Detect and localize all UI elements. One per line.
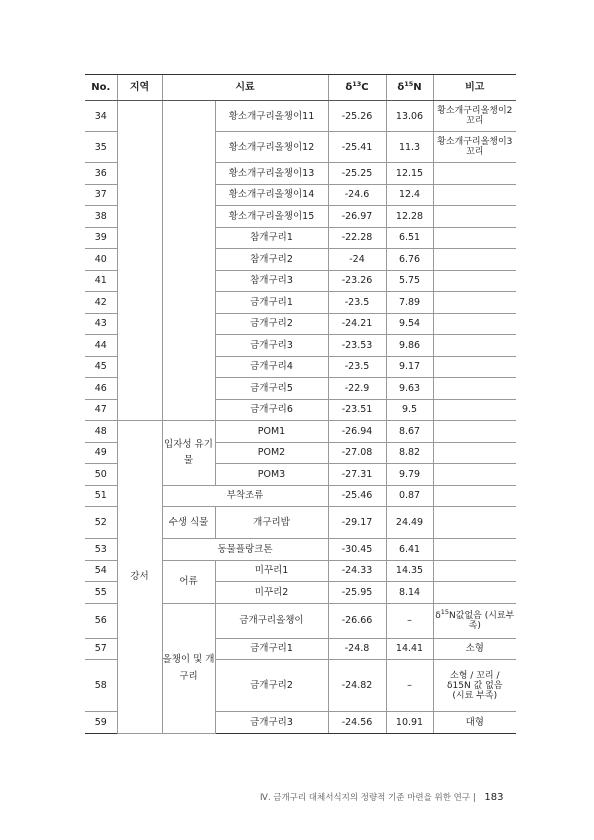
cell-sample: 금개구리3 bbox=[215, 335, 328, 357]
page-number: 183 bbox=[484, 792, 504, 803]
cell-d13c: -23.53 bbox=[328, 335, 386, 357]
cell-remark bbox=[433, 184, 516, 206]
cell-d13c: -23.5 bbox=[328, 356, 386, 378]
cell-remark bbox=[433, 270, 516, 292]
cell-d13c: -24 bbox=[328, 249, 386, 271]
cell-sample: 미꾸리2 bbox=[215, 582, 328, 604]
page-footer bbox=[260, 791, 503, 803]
cell-sample: 동물플랑크톤 bbox=[162, 539, 328, 561]
cell-remark bbox=[433, 560, 516, 582]
cell-region: 강서 bbox=[117, 421, 162, 734]
cell-remark bbox=[433, 539, 516, 561]
cell-d13c: -26.97 bbox=[328, 206, 386, 228]
cell-d15n: 9.79 bbox=[386, 464, 433, 486]
cell-d13c: -24.21 bbox=[328, 313, 386, 335]
cell-no: 41 bbox=[85, 270, 117, 292]
cell-sample: 참개구리1 bbox=[215, 227, 328, 249]
cell-d13c: -24.82 bbox=[328, 660, 386, 712]
cell-remark bbox=[433, 163, 516, 185]
cell-d15n: 0.87 bbox=[386, 485, 433, 507]
cell-d15n: 8.14 bbox=[386, 582, 433, 604]
cell-remark: 소형 bbox=[433, 638, 516, 660]
cell-d15n: 13.06 bbox=[386, 101, 433, 132]
cell-d15n: 8.67 bbox=[386, 421, 433, 443]
cell-no: 43 bbox=[85, 313, 117, 335]
cell-d15n: 9.63 bbox=[386, 378, 433, 400]
cell-d15n: – bbox=[386, 660, 433, 712]
cell-d15n: 7.89 bbox=[386, 292, 433, 314]
cell-no: 52 bbox=[85, 507, 117, 539]
cell-d15n: – bbox=[386, 603, 433, 638]
cell-no: 55 bbox=[85, 582, 117, 604]
cell-no: 56 bbox=[85, 603, 117, 638]
cell-no: 51 bbox=[85, 485, 117, 507]
cell-sample: POM1 bbox=[215, 421, 328, 443]
cell-d13c: -24.56 bbox=[328, 712, 386, 734]
cell-remark: $\delta^{15}N$값없음 (시료부족) bbox=[433, 603, 516, 638]
cell-sample: 금개구리올챙이 bbox=[215, 603, 328, 638]
header-d15n: $\delta^{15}N$ bbox=[386, 75, 433, 101]
header-remark: 비고 bbox=[433, 75, 516, 101]
cell-remark bbox=[433, 356, 516, 378]
cell-sample: 금개구리1 bbox=[215, 292, 328, 314]
cell-no: 47 bbox=[85, 399, 117, 421]
cell-d13c: -23.5 bbox=[328, 292, 386, 314]
cell-d13c: -25.41 bbox=[328, 132, 386, 163]
cell-d13c: -24.8 bbox=[328, 638, 386, 660]
cell-d13c: -29.17 bbox=[328, 507, 386, 539]
cell-remark bbox=[433, 227, 516, 249]
cell-d15n: 12.28 bbox=[386, 206, 433, 228]
cell-d13c: -23.51 bbox=[328, 399, 386, 421]
cell-remark bbox=[433, 464, 516, 486]
cell-group: 올챙이 및 개구리 bbox=[162, 603, 215, 733]
cell-d13c: -25.95 bbox=[328, 582, 386, 604]
cell-sample: 황소개구리올챙이15 bbox=[215, 206, 328, 228]
cell-no: 54 bbox=[85, 560, 117, 582]
footer-separator: | bbox=[472, 793, 476, 803]
cell-no: 38 bbox=[85, 206, 117, 228]
cell-sample: 금개구리3 bbox=[215, 712, 328, 734]
cell-no: 35 bbox=[85, 132, 117, 163]
cell-no: 53 bbox=[85, 539, 117, 561]
cell-remark bbox=[433, 507, 516, 539]
cell-sample: 황소개구리올챙이12 bbox=[215, 132, 328, 163]
cell-d15n: 6.76 bbox=[386, 249, 433, 271]
cell-remark bbox=[433, 249, 516, 271]
cell-d15n: 12.4 bbox=[386, 184, 433, 206]
cell-d13c: -25.25 bbox=[328, 163, 386, 185]
cell-d15n: 9.54 bbox=[386, 313, 433, 335]
cell-no: 48 bbox=[85, 421, 117, 443]
cell-sample: 참개구리2 bbox=[215, 249, 328, 271]
cell-sample: 금개구리2 bbox=[215, 660, 328, 712]
cell-d13c: -30.45 bbox=[328, 539, 386, 561]
cell-d15n: 9.5 bbox=[386, 399, 433, 421]
cell-d15n: 5.75 bbox=[386, 270, 433, 292]
cell-remark bbox=[433, 582, 516, 604]
cell-d15n: 9.86 bbox=[386, 335, 433, 357]
header-d13c: $\delta^{13}C$ bbox=[328, 75, 386, 101]
cell-sample: 금개구리2 bbox=[215, 313, 328, 335]
cell-remark: 소형 / 꼬리 / δ15N 값 없음 (시료 부족) bbox=[433, 660, 516, 712]
cell-d13c: -22.9 bbox=[328, 378, 386, 400]
cell-sample: 부착조류 bbox=[162, 485, 328, 507]
cell-d13c: -26.94 bbox=[328, 421, 386, 443]
table-row bbox=[85, 421, 516, 443]
cell-no: 58 bbox=[85, 660, 117, 712]
cell-sample: 황소개구리올챙이13 bbox=[215, 163, 328, 185]
cell-sample: 황소개구리올챙이14 bbox=[215, 184, 328, 206]
cell-sample: 개구리밥 bbox=[215, 507, 328, 539]
cell-remark bbox=[433, 206, 516, 228]
cell-no: 49 bbox=[85, 442, 117, 464]
cell-no: 44 bbox=[85, 335, 117, 357]
cell-sample: 황소개구리올챙이11 bbox=[215, 101, 328, 132]
cell-sample: 금개구리6 bbox=[215, 399, 328, 421]
cell-d13c: -25.46 bbox=[328, 485, 386, 507]
cell-group: 어류 bbox=[162, 560, 215, 603]
cell-no: 45 bbox=[85, 356, 117, 378]
cell-d15n: 14.35 bbox=[386, 560, 433, 582]
cell-d15n: 9.17 bbox=[386, 356, 433, 378]
cell-d13c: -23.26 bbox=[328, 270, 386, 292]
table-header-row bbox=[85, 75, 516, 101]
cell-no: 46 bbox=[85, 378, 117, 400]
table-row bbox=[85, 101, 516, 132]
cell-d15n: 12.15 bbox=[386, 163, 433, 185]
header-no: No. bbox=[85, 75, 117, 101]
cell-d15n: 14.41 bbox=[386, 638, 433, 660]
cell-remark bbox=[433, 378, 516, 400]
cell-sample: 금개구리5 bbox=[215, 378, 328, 400]
cell-remark bbox=[433, 313, 516, 335]
cell-sample: 금개구리4 bbox=[215, 356, 328, 378]
cell-region-empty bbox=[117, 101, 162, 421]
cell-group-empty bbox=[162, 101, 215, 421]
cell-no: 59 bbox=[85, 712, 117, 734]
cell-d13c: -27.31 bbox=[328, 464, 386, 486]
isotope-table bbox=[85, 74, 516, 734]
cell-sample: POM2 bbox=[215, 442, 328, 464]
cell-sample: POM3 bbox=[215, 464, 328, 486]
cell-remark: 황소개구리올챙이3 꼬리 bbox=[433, 132, 516, 163]
cell-d15n: 6.41 bbox=[386, 539, 433, 561]
cell-d13c: -25.26 bbox=[328, 101, 386, 132]
cell-remark bbox=[433, 399, 516, 421]
header-sample: 시료 bbox=[162, 75, 328, 101]
cell-no: 50 bbox=[85, 464, 117, 486]
cell-sample: 미꾸리1 bbox=[215, 560, 328, 582]
cell-d13c: -24.33 bbox=[328, 560, 386, 582]
cell-sample: 참개구리3 bbox=[215, 270, 328, 292]
cell-group: 입자성 유기물 bbox=[162, 421, 215, 486]
cell-remark: 대형 bbox=[433, 712, 516, 734]
cell-sample: 금개구리1 bbox=[215, 638, 328, 660]
cell-d15n: 11.3 bbox=[386, 132, 433, 163]
footer-text: Ⅳ. 금개구리 대체서식지의 정량적 기준 마련을 위한 연구 bbox=[260, 793, 471, 803]
cell-no: 57 bbox=[85, 638, 117, 660]
cell-no: 39 bbox=[85, 227, 117, 249]
cell-no: 37 bbox=[85, 184, 117, 206]
header-region: 지역 bbox=[117, 75, 162, 101]
cell-no: 42 bbox=[85, 292, 117, 314]
cell-d13c: -26.66 bbox=[328, 603, 386, 638]
cell-d13c: -22.28 bbox=[328, 227, 386, 249]
cell-d13c: -27.08 bbox=[328, 442, 386, 464]
cell-remark bbox=[433, 421, 516, 443]
cell-remark bbox=[433, 292, 516, 314]
cell-remark bbox=[433, 442, 516, 464]
cell-d15n: 10.91 bbox=[386, 712, 433, 734]
cell-d13c: -24.6 bbox=[328, 184, 386, 206]
cell-d15n: 24.49 bbox=[386, 507, 433, 539]
cell-group: 수생 식물 bbox=[162, 507, 215, 539]
cell-remark bbox=[433, 485, 516, 507]
cell-no: 36 bbox=[85, 163, 117, 185]
cell-d15n: 8.82 bbox=[386, 442, 433, 464]
cell-no: 40 bbox=[85, 249, 117, 271]
cell-remark: 황소개구리올챙이2 꼬리 bbox=[433, 101, 516, 132]
cell-d15n: 6.51 bbox=[386, 227, 433, 249]
cell-no: 34 bbox=[85, 101, 117, 132]
cell-remark bbox=[433, 335, 516, 357]
